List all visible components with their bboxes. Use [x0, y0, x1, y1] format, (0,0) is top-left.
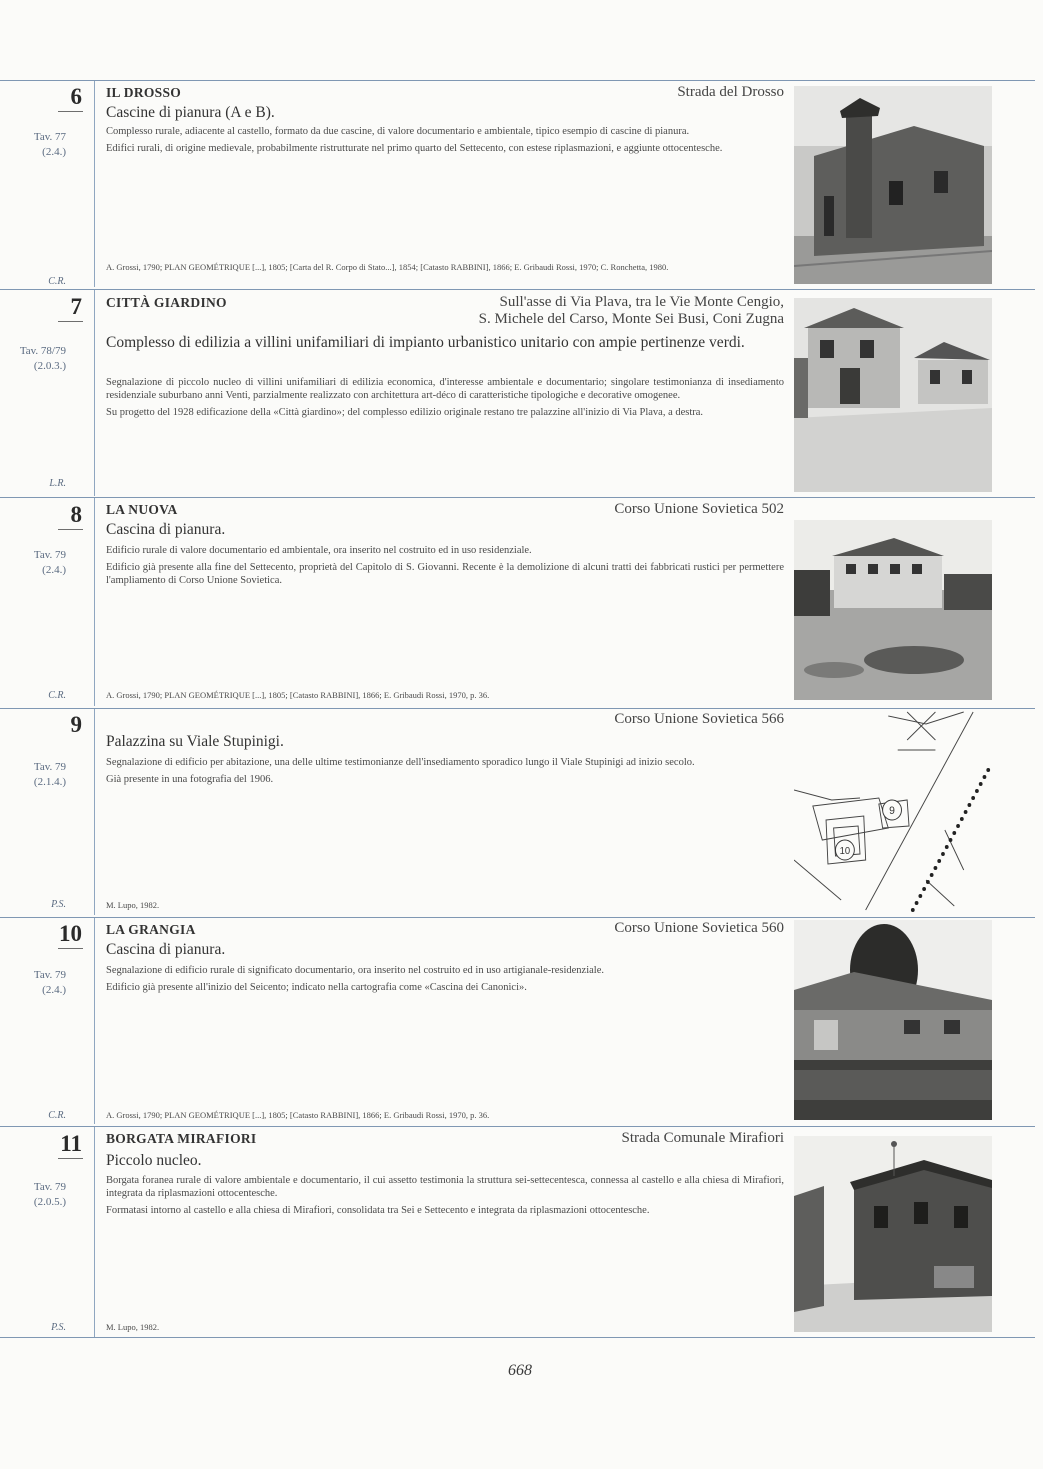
tav-label: Tav. 78/79	[19, 345, 66, 357]
entry-number: 10	[59, 921, 82, 946]
entry-location: Corso Unione Sovietica 502	[614, 501, 784, 517]
entry-divider	[0, 497, 1035, 498]
tav-code: (2.1.4.)	[33, 776, 66, 788]
column-divider	[94, 498, 95, 706]
entry-number: 9	[70, 712, 82, 737]
tav-reference	[10, 130, 66, 160]
author-initials: C.R.	[48, 1110, 66, 1121]
tav-label: Tav. 79	[33, 969, 66, 981]
tav-reference	[10, 548, 66, 578]
author-initials: P.S.	[51, 899, 66, 910]
tav-code: (2.4.)	[42, 564, 66, 576]
number-underline	[58, 529, 83, 530]
map-label: 9	[889, 804, 895, 818]
tav-label: Tav. 79	[33, 549, 66, 561]
entry-description	[106, 1174, 784, 1221]
column-divider	[94, 81, 95, 287]
page-number: 668	[508, 1362, 532, 1379]
entry-description	[106, 376, 784, 423]
entry-bibliography: M. Lupo, 1982.	[106, 1322, 160, 1332]
entry-title: LA GRANGIA	[106, 922, 196, 937]
entry-number: 11	[60, 1131, 82, 1156]
entry-location: Strada Comunale Mirafiori	[621, 1130, 784, 1146]
barn-tree-photo	[794, 920, 992, 1120]
villa-street-photo	[794, 298, 992, 492]
column-divider	[94, 709, 95, 915]
entry-subtitle: Complesso di edilizia a villini unifamiliari di impianto urbanistico unitario con ampie pertinenze verdi.	[106, 334, 745, 351]
entry-bibliography: A. Grossi, 1790; PLAN GEOMÉTRIQUE [...], 1805; [Catasto RABBINI], 1866; E. Gribaudi Rossi, 1970, p. 36.	[106, 1110, 490, 1120]
entry-subtitle: Cascina di pianura.	[106, 941, 226, 958]
column-divider	[94, 1127, 95, 1337]
site-map-drawing	[794, 710, 992, 914]
location-line: Sull'asse di Via Plava, tra le Vie Monte Cengio,	[499, 294, 784, 310]
description-paragraph: Già presente in una fotografia del 1906.	[106, 774, 274, 785]
tav-code: (2.4.)	[42, 984, 66, 996]
number-underline	[58, 948, 83, 949]
tav-code: (2.0.5.)	[33, 1196, 66, 1208]
tav-code: (2.4.)	[42, 146, 66, 158]
description-paragraph: Segnalazione di piccolo nucleo di villini unifamiliari di edilizia economica, d'interesse ambientale e documentario; singolare testimonianza di insediamento residenziale suburbano anni Venti, parzialmente realizzato con architettura art-déco di caratteristiche tipologiche e decorative omogenee.	[106, 377, 784, 401]
description-paragraph: Segnalazione di edificio per abitazione, una delle ultime testimonianze dell'insediamento sporadico lungo il Viale Stupinigi ad inizio secolo.	[106, 757, 695, 768]
number-underline	[58, 111, 83, 112]
author-initials: L.R.	[49, 478, 66, 489]
description-paragraph: Segnalazione di edificio rurale di significato documentario, ora inserito nel costruito ed in uso artigianale-residenziale.	[106, 965, 604, 976]
entry-divider	[0, 708, 1035, 709]
entry-bibliography: A. Grossi, 1790; PLAN GEOMÉTRIQUE [...], 1805; [Carta del R. Corpo di Stato...], 1854; [Catasto RABBINI], 1866; E. Gribaudi Rossi, 1970; C. Ronchetta, 1980.	[106, 262, 669, 272]
tav-label: Tav. 77	[33, 131, 66, 143]
location-line: S. Michele del Carso, Monte Sei Busi, Coni Zugna	[478, 311, 784, 327]
tav-label: Tav. 79	[33, 1181, 66, 1193]
description-paragraph: Formatasi intorno al castello e alla chiesa di Mirafiori, consolidata tra Sei e Settecento e integrata da riplasmazioni ottocentesche.	[106, 1205, 650, 1216]
description-paragraph: Su progetto del 1928 edificazione della «Città giardino»; del complesso edilizio originale restano tre palazzine all'inizio di Via Plava, a destra.	[106, 407, 704, 418]
entry-number: 7	[70, 294, 82, 319]
entry-location: Corso Unione Sovietica 566	[614, 711, 784, 727]
entry-divider	[0, 917, 1035, 918]
description-paragraph: Edifici rurali, di origine medievale, probabilmente ristrutturate nel primo quarto del Settecento, con estese riplasmazioni, e aggiunte ottocentesche.	[106, 143, 723, 154]
entry-number: 6	[70, 84, 82, 109]
description-paragraph: Borgata foranea rurale di valore ambientale e documentario, il cui assetto testimonia la struttura sei-settecentesca, connessa al castello e alla chiesa di Mirafiori, integrata da riplasmazioni ottocentesche.	[106, 1175, 784, 1199]
entry-subtitle: Palazzina su Viale Stupinigi.	[106, 733, 284, 750]
tav-reference	[10, 344, 66, 374]
entry-subtitle: Piccolo nucleo.	[106, 1152, 202, 1169]
entry-location: Strada del Drosso	[677, 84, 784, 100]
description-paragraph: Edificio già presente all'inizio del Seicento; indicato nella cartografia come «Cascina dei Canonici».	[106, 982, 527, 993]
tav-reference	[10, 760, 66, 790]
description-paragraph: Edificio già presente alla fine del Settecento, proprietà del Capitolo di S. Giovanni. Recente è la demolizione di alcuni tratti dei fabbricati rustici per permettere l'ampliamento di Corso Unione Sovietica.	[106, 562, 784, 586]
entry-bibliography: M. Lupo, 1982.	[106, 900, 160, 910]
entry-divider	[0, 1126, 1035, 1127]
entry-subtitle: Cascine di pianura (A e B).	[106, 104, 275, 121]
entry-location: Corso Unione Sovietica 560	[614, 920, 784, 936]
tav-reference	[10, 968, 66, 998]
entry-description	[106, 756, 784, 790]
entry-title: LA NUOVA	[106, 502, 178, 517]
farmstead-puddle-photo	[794, 520, 992, 700]
map-label: 10	[839, 845, 851, 858]
entry-description	[106, 544, 784, 591]
description-paragraph: Complesso rurale, adiacente al castello, formato da due cascine, di valore documentario e ambientale, tipico esempio di cascine di pianura.	[106, 126, 690, 137]
entry-description	[106, 125, 784, 159]
author-initials: C.R.	[48, 276, 66, 287]
entry-title: IL DROSSO	[106, 85, 182, 100]
entry-number: 8	[70, 502, 82, 527]
author-initials: P.S.	[51, 1322, 66, 1333]
entry-bibliography: A. Grossi, 1790; PLAN GEOMÉTRIQUE [...], 1805; [Catasto RABBINI], 1866; E. Gribaudi Rossi, 1970, p. 36.	[106, 690, 490, 700]
village-street-photo	[794, 1136, 992, 1332]
number-underline	[58, 1158, 83, 1159]
tav-reference	[10, 1180, 66, 1210]
number-underline	[58, 321, 83, 322]
column-divider	[94, 918, 95, 1124]
author-initials: C.R.	[48, 690, 66, 701]
entry-subtitle: Cascina di pianura.	[106, 521, 226, 538]
entry-divider	[0, 289, 1035, 290]
column-divider	[94, 290, 95, 496]
description-paragraph: Edificio rurale di valore documentario ed ambientale, ora inserito nel costruito ed in uso residenziale.	[106, 545, 532, 556]
entry-title: BORGATA MIRAFIORI	[106, 1131, 257, 1146]
farmhouse-tower-photo	[794, 86, 992, 284]
entry-location	[479, 294, 784, 328]
tav-label: Tav. 79	[33, 761, 66, 773]
entry-description	[106, 964, 784, 998]
entry-divider	[0, 80, 1035, 81]
tav-code: (2.0.3.)	[33, 360, 66, 372]
bottom-divider	[0, 1337, 1035, 1338]
entry-title: CITTÀ GIARDINO	[106, 295, 227, 310]
